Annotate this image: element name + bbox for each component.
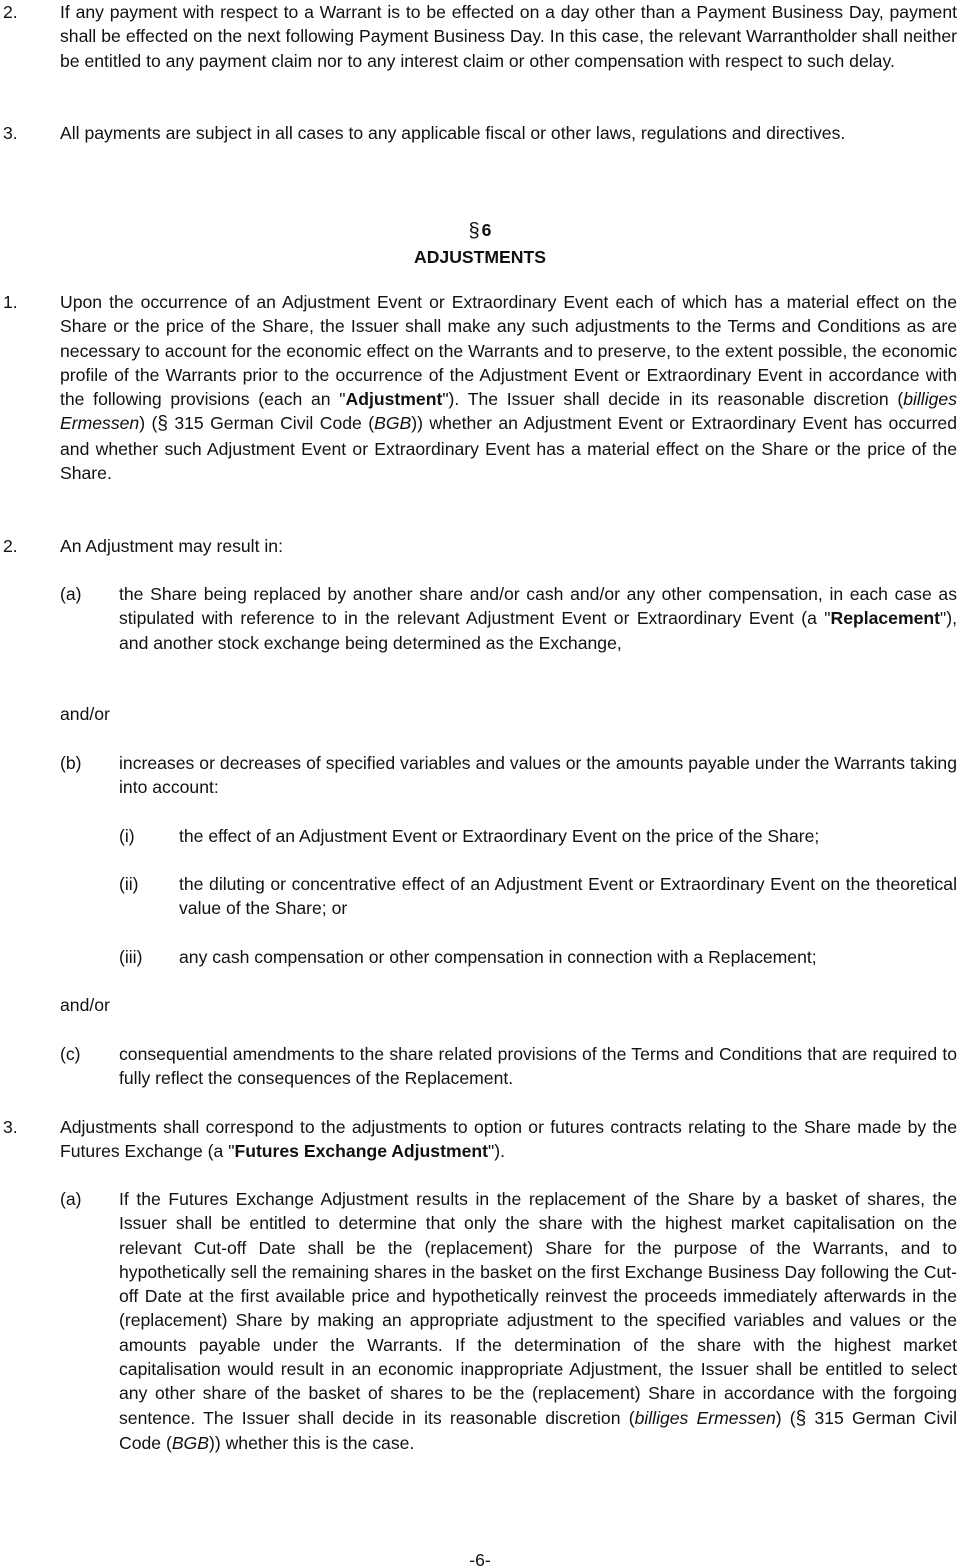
item-label: (a)	[60, 584, 82, 604]
paragraph-text: Adjustments shall correspond to the adjustments to option or futures contracts relating to the Share made by the Futures Exchange (a "Futures Exchange Adjustment").	[60, 1117, 957, 1162]
section-number: § 6	[468, 220, 492, 242]
item-label: (b)	[60, 753, 82, 773]
subitem-text: any cash compensation or other compensation in connection with a Replacement;	[179, 947, 817, 967]
section-symbol: §	[468, 220, 480, 242]
subitem-label: (ii)	[119, 874, 139, 894]
item-label: (a)	[60, 1189, 82, 1209]
section-heading	[380, 217, 580, 270]
paragraph-number: 3.	[3, 1117, 18, 1137]
paragraph-text: If any payment with respect to a Warrant is to be effected on a day other than a Payment Business Day, payment shall be effected on the next following Payment Business Day. In this case, the relevant Warrantholder shall neither be entitled to any payment claim nor to any interest claim or other compensation with respect to such delay.	[60, 2, 957, 71]
defined-term-replacement: Replacement	[830, 608, 940, 629]
page-number: -6-	[469, 1550, 491, 1568]
item-label: (c)	[60, 1044, 81, 1064]
paragraph-intro: An Adjustment may result in:	[60, 536, 283, 556]
paragraph-number: 3.	[3, 123, 18, 143]
defined-term-adjustment: Adjustment	[345, 389, 443, 410]
item-text: consequential amendments to the share related provisions of the Terms and Conditions that are required to fully reflect the consequences of the Replacement.	[119, 1044, 957, 1089]
paragraph-number: 2.	[3, 2, 18, 22]
item-text: increases or decreases of specified variables and values or the amounts payable under the Warrants taking into account:	[119, 753, 957, 798]
section-symbol: §	[157, 413, 168, 435]
section-symbol: §	[795, 1407, 807, 1429]
paragraph-number: 2.	[3, 536, 18, 556]
item-text: the Share being replaced by another share and/or cash and/or any other compensation, in each case as stipulated with reference to in the relevant Adjustment Event or Extraordinary Event (a "Replacement"), and another stock exchange being determined as the Exchange,	[119, 584, 957, 653]
connector-and-or: and/or	[60, 704, 110, 724]
subitem-text: the effect of an Adjustment Event or Extraordinary Event on the price of the Share;	[179, 826, 820, 846]
subitem-text: the diluting or concentrative effect of an Adjustment Event or Extraordinary Event on the theoretical value of the Share; or	[179, 874, 957, 919]
connector-and-or: and/or	[60, 995, 110, 1015]
item-text: If the Futures Exchange Adjustment results in the replacement of the Share by a basket of shares, the Issuer shall be entitled to determine that only the share with the highest market capitalisation on the relevant Cut-off Date shall be the (replacement) Share for the purpose of the Warrants, and to hypothetically sell the remaining shares in the basket on the first Exchange Business Day following the Cut-off Date at the first available price and hypothetically reinvest the proceeds immediately afterwards in the (replacement) Share by making an appropriate adjustment to the specified variables and values or the amounts payable under the Warrants. If the determination of the share with the highest market capitalisation would result in an economic inappropriate Adjustment, the Issuer shall be entitled to select any other share of the basket of shares to be the (replacement) Share in accordance with the forgoing sentence. The Issuer shall decide in its reasonable discretion (billiges Ermessen) (§ 315 German Civil Code (BGB)) whether this is the case.	[119, 1189, 957, 1453]
defined-term-futures-exchange-adjustment: Futures Exchange Adjustment	[234, 1141, 488, 1162]
section-title: ADJUSTMENTS	[414, 247, 546, 267]
subitem-label: (iii)	[119, 947, 143, 967]
subitem-label: (i)	[119, 826, 135, 846]
paragraph-text: All payments are subject in all cases to any applicable fiscal or other laws, regulations and directives.	[60, 123, 846, 143]
paragraph-text: Upon the occurrence of an Adjustment Event or Extraordinary Event each of which has a material effect on the Share or the price of the Share, the Issuer shall make any such adjustments to the Terms and Conditions as are necessary to account for the economic effect on the Warrants and to preserve, to the extent possible, the economic profile of the Warrants prior to the occurrence of the Adjustment Event or Extraordinary Event in accordance with the following provisions (each an "Adjustment"). The Issuer shall decide in its reasonable discretion (billiges Ermessen) (§ 315 German Civil Code (BGB)) whether an Adjustment Event or Extraordinary Event has occurred and whether such Adjustment Event or Extraordinary Event has a material effect on the Share or the price of the Share.	[60, 292, 957, 484]
paragraph-number: 1.	[3, 292, 18, 312]
